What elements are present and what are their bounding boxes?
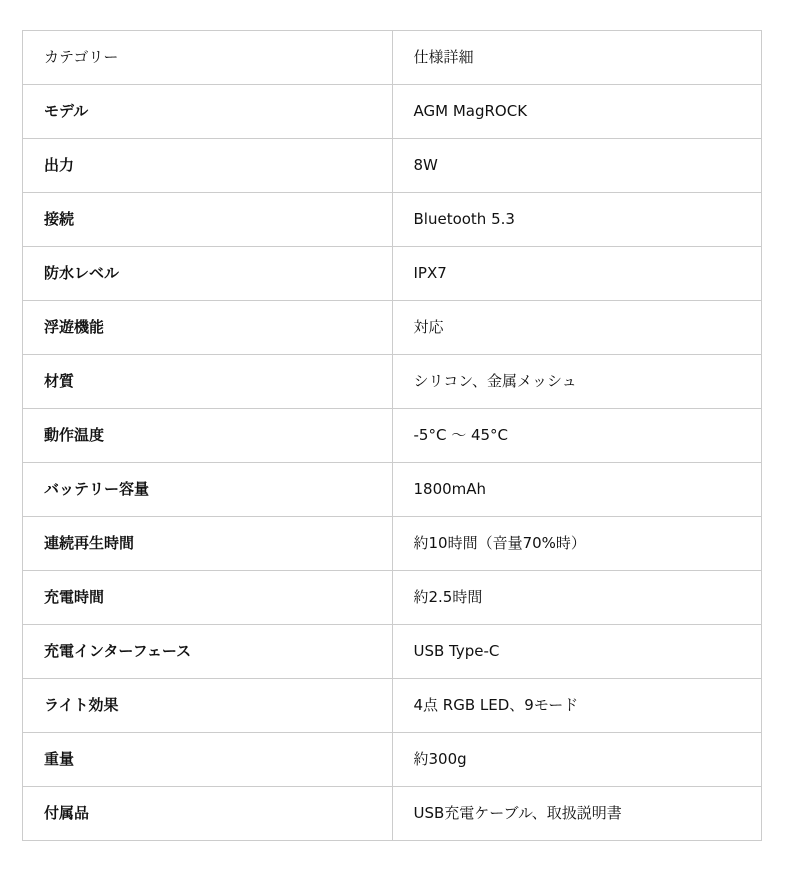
table-row bbox=[23, 247, 762, 301]
table-row bbox=[23, 517, 762, 571]
table-row bbox=[23, 139, 762, 193]
table-row bbox=[23, 409, 762, 463]
spec-label: 連続再生時間 bbox=[23, 517, 393, 571]
table-row bbox=[23, 193, 762, 247]
table-row bbox=[23, 625, 762, 679]
spec-value: 4点 RGB LED、9モード bbox=[392, 679, 762, 733]
spec-label: 動作温度 bbox=[23, 409, 393, 463]
spec-table bbox=[22, 30, 762, 841]
table-row bbox=[23, 571, 762, 625]
spec-label: 充電時間 bbox=[23, 571, 393, 625]
spec-label: 出力 bbox=[23, 139, 393, 193]
spec-value: -5°C ～ 45°C bbox=[392, 409, 762, 463]
spec-value: IPX7 bbox=[392, 247, 762, 301]
spec-table-header-row bbox=[23, 31, 762, 85]
spec-label: 浮遊機能 bbox=[23, 301, 393, 355]
spec-value: 約2.5時間 bbox=[392, 571, 762, 625]
spec-label: 防水レベル bbox=[23, 247, 393, 301]
spec-value: 8W bbox=[392, 139, 762, 193]
table-row bbox=[23, 733, 762, 787]
table-row bbox=[23, 85, 762, 139]
spec-value: 約300g bbox=[392, 733, 762, 787]
spec-label: バッテリー容量 bbox=[23, 463, 393, 517]
spec-value: シリコン、金属メッシュ bbox=[392, 355, 762, 409]
table-row bbox=[23, 355, 762, 409]
spec-value: 対応 bbox=[392, 301, 762, 355]
header-category-cell: カテゴリー bbox=[23, 31, 393, 85]
table-row bbox=[23, 679, 762, 733]
spec-label: モデル bbox=[23, 85, 393, 139]
table-row bbox=[23, 301, 762, 355]
spec-label: 材質 bbox=[23, 355, 393, 409]
spec-label: 付属品 bbox=[23, 787, 393, 841]
spec-value: 約10時間（音量70%時） bbox=[392, 517, 762, 571]
spec-value: USB充電ケーブル、取扱説明書 bbox=[392, 787, 762, 841]
spec-value: USB Type-C bbox=[392, 625, 762, 679]
spec-value: AGM MagROCK bbox=[392, 85, 762, 139]
spec-label: 重量 bbox=[23, 733, 393, 787]
spec-value: 1800mAh bbox=[392, 463, 762, 517]
table-row bbox=[23, 463, 762, 517]
table-row bbox=[23, 787, 762, 841]
header-detail-cell: 仕様詳細 bbox=[392, 31, 762, 85]
spec-label: 接続 bbox=[23, 193, 393, 247]
spec-table-body bbox=[23, 85, 762, 841]
spec-label: ライト効果 bbox=[23, 679, 393, 733]
spec-value: Bluetooth 5.3 bbox=[392, 193, 762, 247]
spec-label: 充電インターフェース bbox=[23, 625, 393, 679]
